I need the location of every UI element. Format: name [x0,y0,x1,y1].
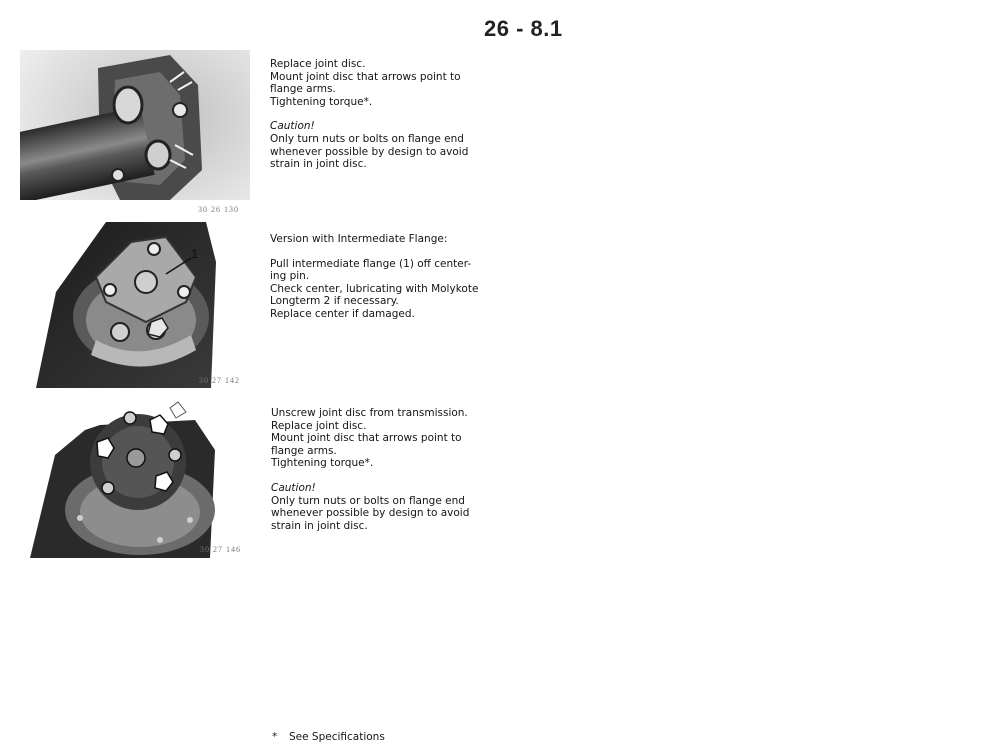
caution-line: Only turn nuts or bolts on flange end [270,132,464,145]
figure-code: 30 26 130 [198,205,239,214]
figure-code: 30 27 146 [200,545,241,554]
callout-number: 1 [191,246,200,261]
caution-line: whenever possible by design to avoid [270,145,469,158]
instruction-line: Unscrew joint disc from transmission. [271,407,468,419]
caution-label: Caution! [270,120,315,133]
instruction-line: Tightening torque*. [271,457,374,470]
caution-line: strain in joint disc. [270,158,367,171]
photo-intermediate-flange [36,222,248,388]
section-heading: Version with Intermediate Flange: [270,233,448,245]
figure-code: 30 27 142 [199,376,240,385]
instruction-line: Replace joint disc. [270,58,366,70]
instruction-line: Replace joint disc. [271,419,367,432]
footnote-marker: * [272,731,278,743]
instruction-line: Pull intermediate flange (1) off center- [270,257,472,270]
instruction-line: Replace center if damaged. [270,307,415,320]
photo-joint-disc-driveshaft [20,50,250,220]
instruction-line: Longterm 2 if necessary. [270,295,399,308]
caution-line: whenever possible by design to avoid [271,507,470,520]
footnote-text: See Specifications [289,731,385,743]
caution-label: Caution! [271,481,316,494]
instruction-line: Tightening torque*. [270,95,373,108]
instruction-line: flange arms. [270,83,336,96]
instruction-line: Check center, lubricating with Molykote [270,282,479,295]
instruction-line: ing pin. [270,270,310,283]
instruction-block-2 [270,233,530,321]
instruction-line: Mount joint disc that arrows point to [270,70,461,83]
instruction-line: Mount joint disc that arrows point to [271,432,462,445]
instruction-block-1 [270,58,530,171]
instruction-block-3 [271,407,531,532]
page-number: 26 - 8.1 [484,16,563,41]
caution-line: strain in joint disc. [271,519,368,532]
caution-line: Only turn nuts or bolts on flange end [271,494,465,507]
footnote [272,731,385,743]
photo-joint-disc-transmission [30,400,240,560]
instruction-line: flange arms. [271,444,337,457]
